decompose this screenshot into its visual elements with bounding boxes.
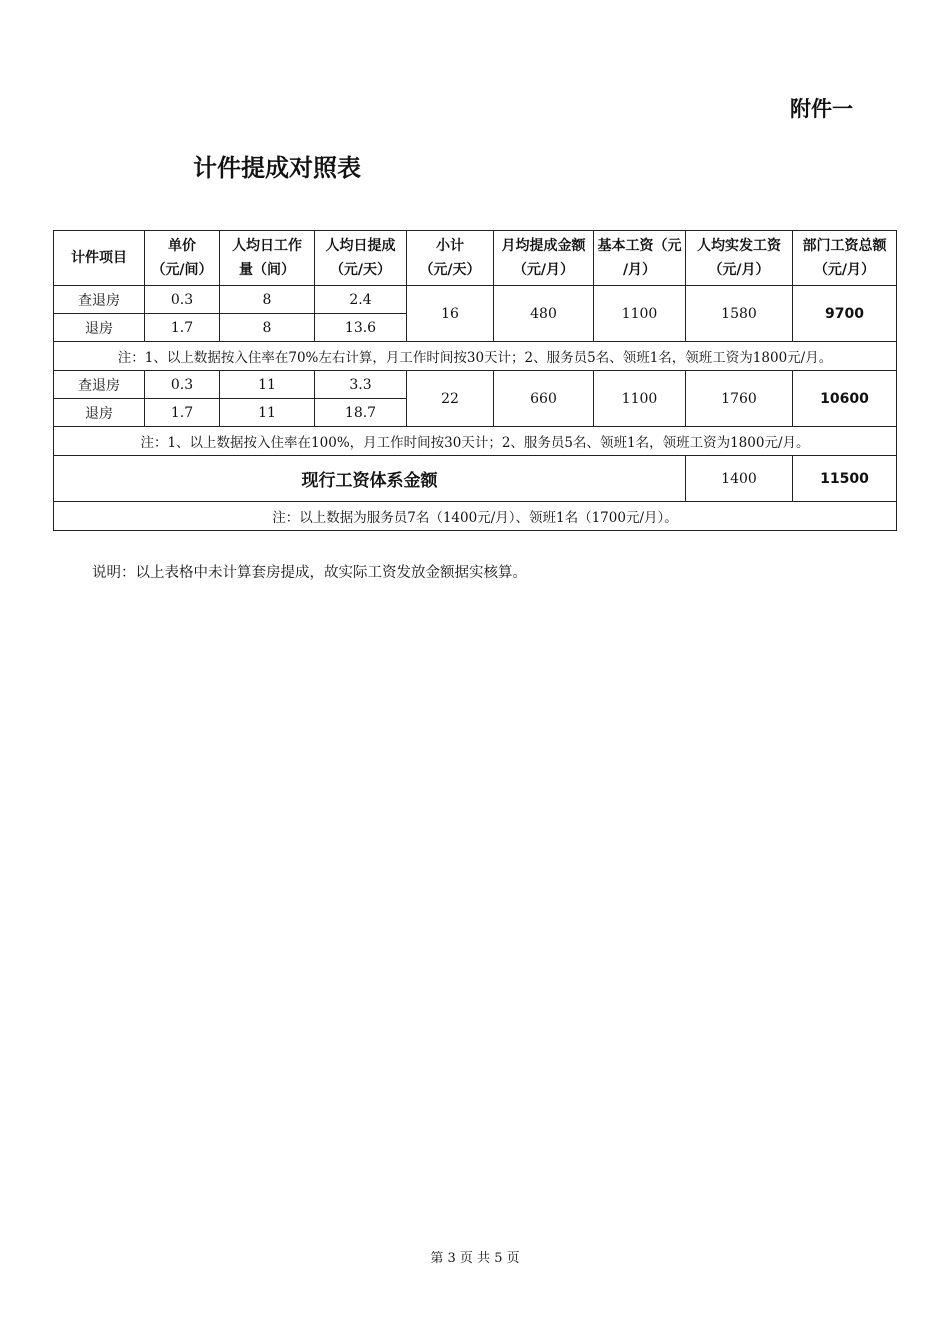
cell-item: 退房 (54, 399, 145, 427)
cell-base: 1100 (594, 371, 686, 427)
cell-total: 9700 (793, 286, 897, 342)
cell-base: 1100 (594, 286, 686, 342)
page-number: 第 3 页 共 5 页 (430, 1251, 520, 1266)
cell-item: 查退房 (54, 286, 145, 314)
cell-total: 10600 (793, 371, 897, 427)
header-daily-commission: 人均日提成 （元/天） (315, 231, 407, 286)
commission-table (53, 230, 897, 531)
cell-actual: 1760 (686, 371, 793, 427)
note-row (54, 342, 897, 371)
cell-actual: 1580 (686, 286, 793, 342)
cell-daily: 13.6 (315, 314, 407, 342)
cell-item: 查退房 (54, 371, 145, 399)
note-text: 注：1、以上数据按入住率在100%，月工作时间按30天计；2、服务员5名、领班1名，领班工资为1800元/月。 (54, 427, 897, 456)
cell-price: 0.3 (145, 371, 220, 399)
cell-daily: 3.3 (315, 371, 407, 399)
cell-price: 0.3 (145, 286, 220, 314)
cell-item: 退房 (54, 314, 145, 342)
cell-qty: 11 (220, 371, 315, 399)
header-subtotal: 小计 （元/天） (407, 231, 494, 286)
note-text: 注：1、以上数据按入住率在70%左右计算，月工作时间按30天计；2、服务员5名、领班1名，领班工资为1800元/月。 (54, 342, 897, 371)
header-dept-total: 部门工资总额 （元/月） (793, 231, 897, 286)
current-salary-row (54, 456, 897, 502)
cell-subtotal: 22 (407, 371, 494, 427)
page-title: 计件提成对照表 (193, 154, 361, 182)
cell-actual: 1400 (686, 456, 793, 502)
header-price: 单价 （元/间） (145, 231, 220, 286)
note-row (54, 427, 897, 456)
header-actual-salary: 人均实发工资 （元/月） (686, 231, 793, 286)
cell-subtotal: 16 (407, 286, 494, 342)
table-row (54, 371, 897, 399)
cell-qty: 8 (220, 314, 315, 342)
note-row (54, 502, 897, 531)
table-row (54, 286, 897, 314)
cell-monthly: 480 (494, 286, 594, 342)
header-daily-qty: 人均日工作 量（间） (220, 231, 315, 286)
cell-daily: 2.4 (315, 286, 407, 314)
table-header-row (54, 231, 897, 286)
header-base-salary: 基本工资（元 /月） (594, 231, 686, 286)
cell-total: 11500 (793, 456, 897, 502)
header-monthly-commission: 月均提成金额 （元/月） (494, 231, 594, 286)
cell-daily: 18.7 (315, 399, 407, 427)
current-salary-label: 现行工资体系金额 (54, 456, 686, 502)
cell-price: 1.7 (145, 399, 220, 427)
annex-label: 附件一 (790, 97, 853, 121)
cell-qty: 11 (220, 399, 315, 427)
note-text: 注：以上数据为服务员7名（1400元/月）、领班1名（1700元/月）。 (54, 502, 897, 531)
header-item: 计件项目 (54, 231, 145, 286)
cell-monthly: 660 (494, 371, 594, 427)
remark-text: 说明：以上表格中未计算套房提成，故实际工资发放金额据实核算。 (92, 565, 527, 581)
cell-qty: 8 (220, 286, 315, 314)
cell-price: 1.7 (145, 314, 220, 342)
